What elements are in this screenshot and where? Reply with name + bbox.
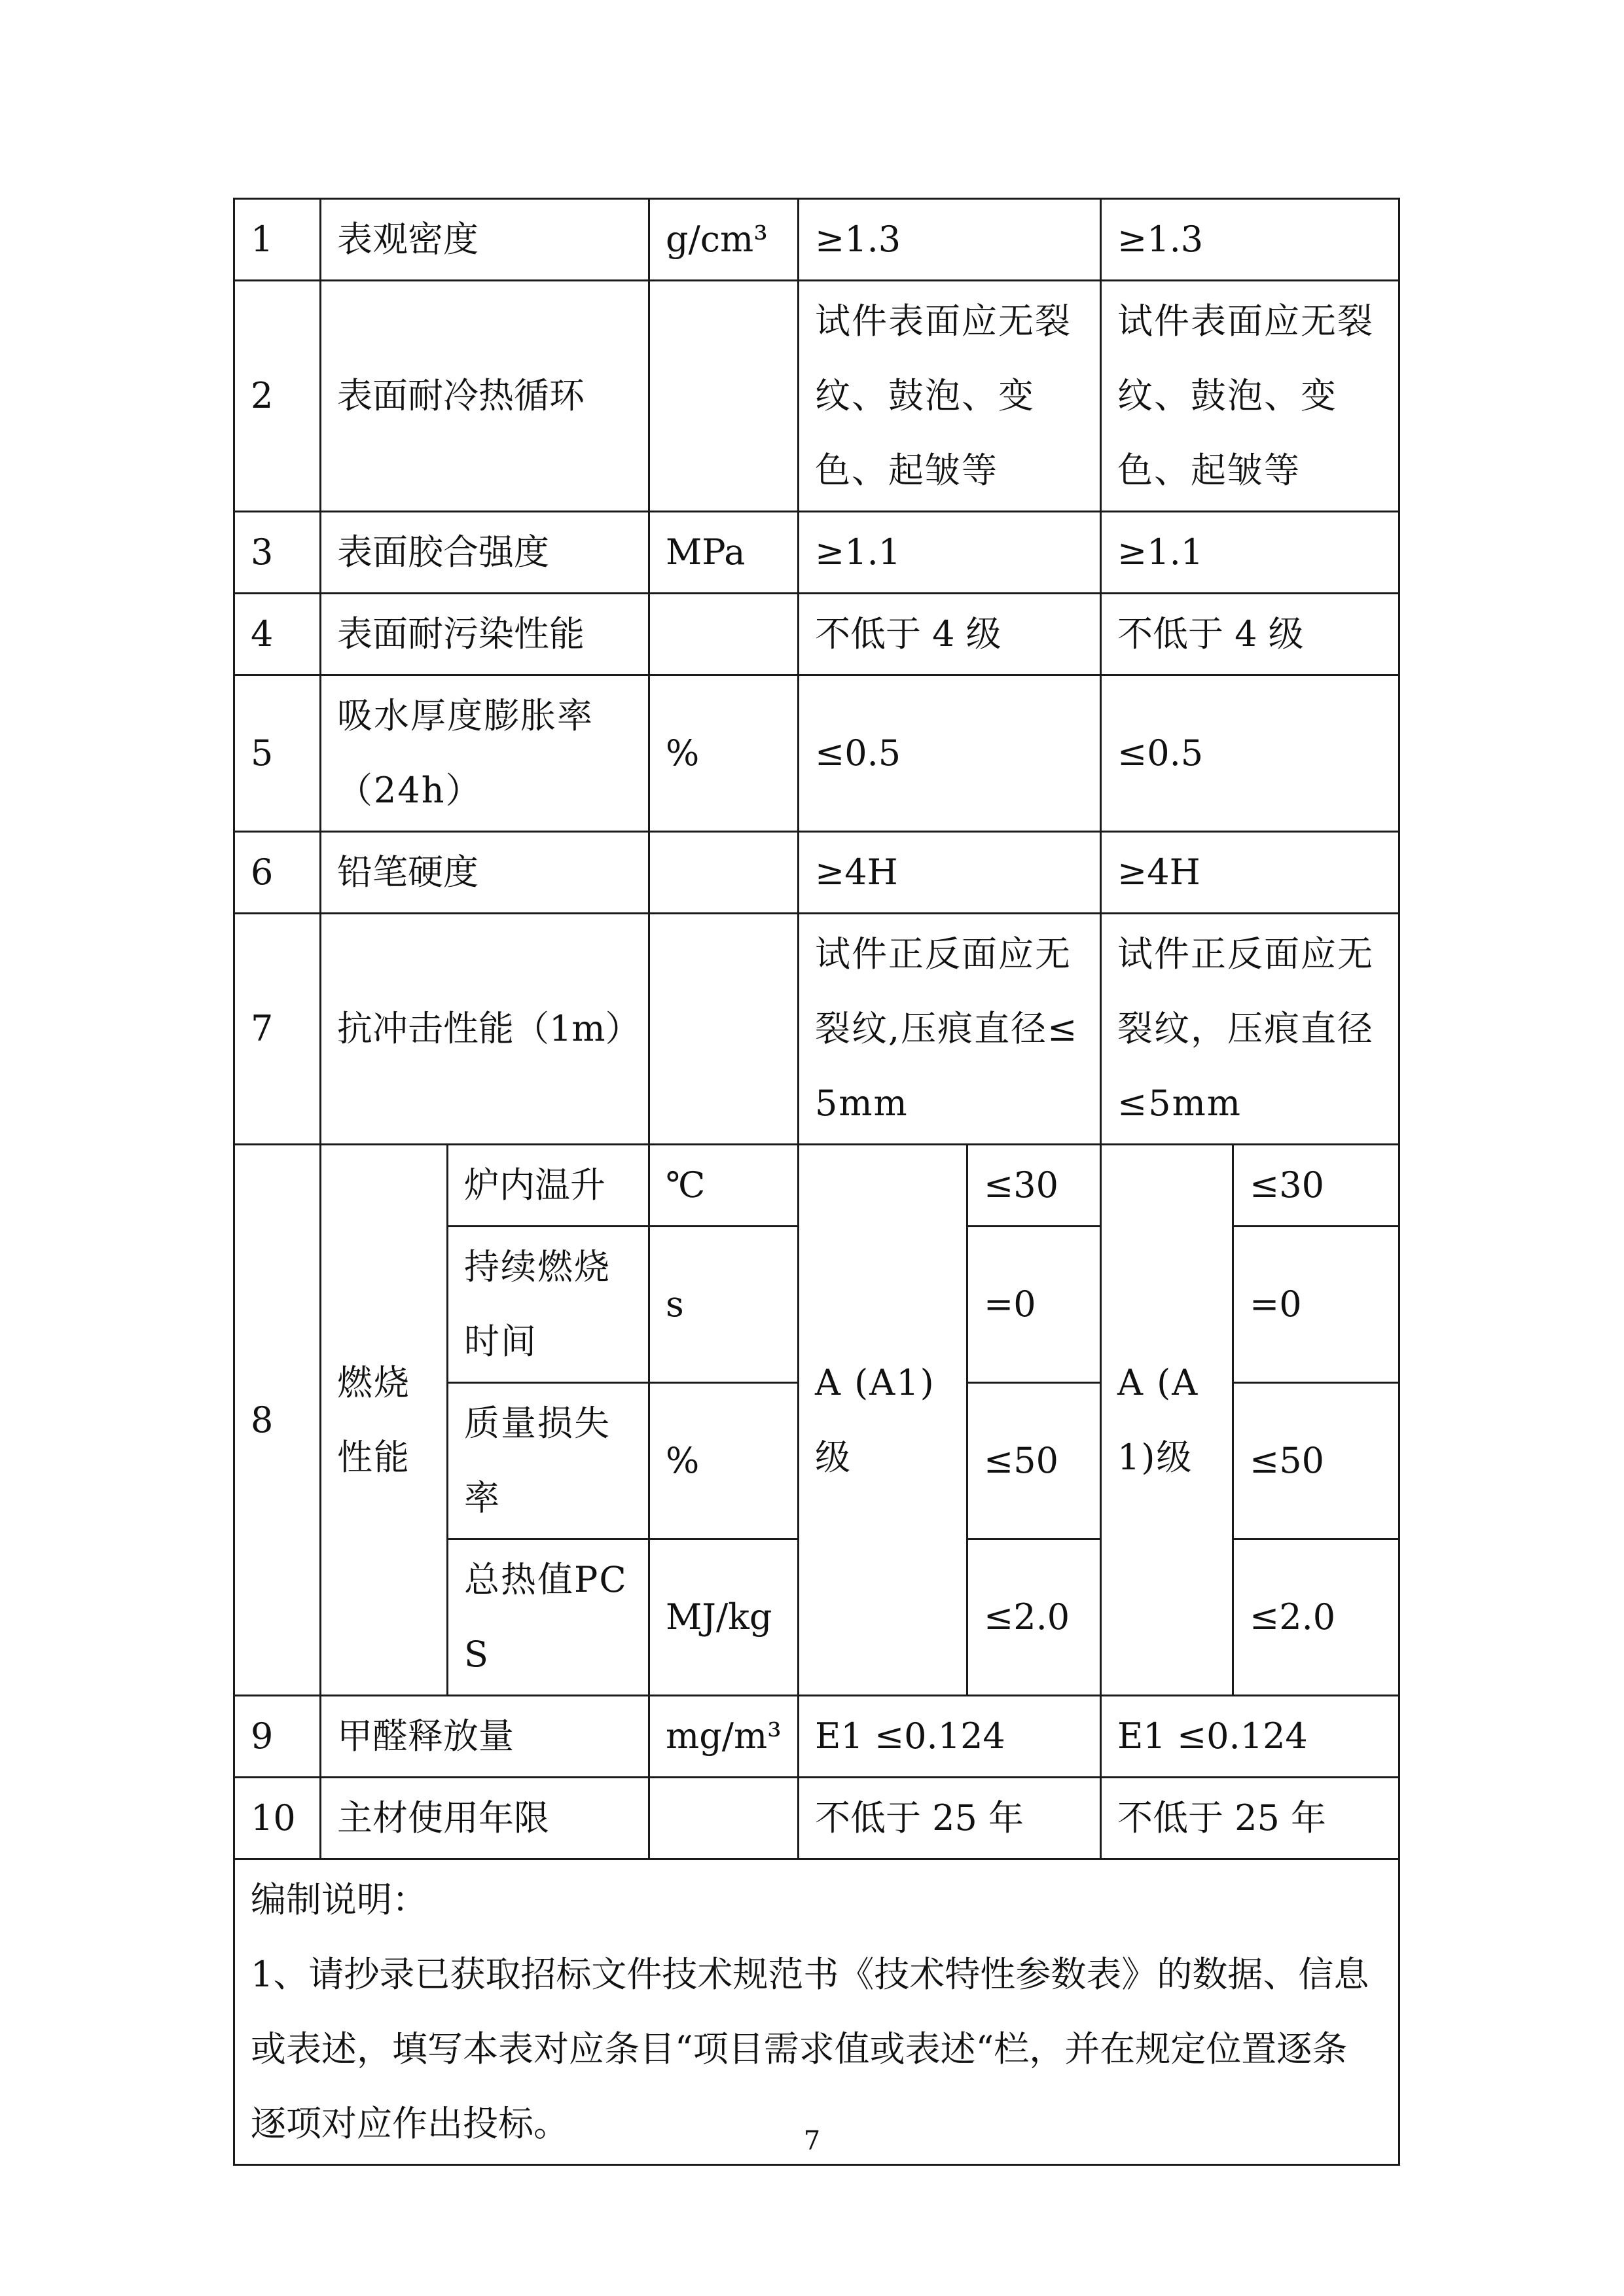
row-number: 5 bbox=[234, 675, 321, 832]
notes-cell bbox=[234, 1859, 1399, 2165]
table-row bbox=[234, 281, 1399, 512]
table-row bbox=[234, 1145, 1399, 1227]
technical-parameter-table bbox=[233, 198, 1400, 2166]
table-row bbox=[234, 1778, 1399, 1859]
subitem-name: 质量损失率 bbox=[448, 1383, 649, 1539]
response-value: ≤50 bbox=[1233, 1383, 1399, 1539]
response-value: ≤0.5 bbox=[1101, 675, 1399, 832]
unit-cell: % bbox=[649, 1383, 799, 1539]
required-grade: A (A1)级 bbox=[799, 1145, 967, 1696]
table-row bbox=[234, 675, 1399, 832]
row-number: 9 bbox=[234, 1696, 321, 1778]
unit-cell bbox=[649, 281, 799, 512]
response-grade: A (A1)级 bbox=[1101, 1145, 1233, 1696]
item-name: 吸水厚度膨胀率（24h） bbox=[321, 675, 649, 832]
item-name: 表面耐污染性能 bbox=[321, 594, 649, 675]
item-name: 表面胶合强度 bbox=[321, 512, 649, 594]
notes-row bbox=[234, 1859, 1399, 2165]
item-name: 铅笔硬度 bbox=[321, 832, 649, 914]
item-name: 抗冲击性能（1m） bbox=[321, 914, 649, 1145]
unit-cell: MPa bbox=[649, 512, 799, 594]
required-value: ≤2.0 bbox=[967, 1539, 1101, 1696]
unit-cell: mg/m³ bbox=[649, 1696, 799, 1778]
response-value: 试件正反面应无裂纹，压痕直径≤5mm bbox=[1101, 914, 1399, 1145]
table-row bbox=[234, 832, 1399, 914]
row-number: 1 bbox=[234, 199, 321, 281]
notes-title: 编制说明： bbox=[251, 1879, 427, 1920]
row-number: 3 bbox=[234, 512, 321, 594]
unit-cell: MJ/kg bbox=[649, 1539, 799, 1696]
unit-cell: % bbox=[649, 675, 799, 832]
subitem-name: 总热值PCS bbox=[448, 1539, 649, 1696]
unit-cell: s bbox=[649, 1227, 799, 1383]
required-value: 试件正反面应无裂纹,压痕直径≤5mm bbox=[799, 914, 1101, 1145]
subitem-name: 炉内温升 bbox=[448, 1145, 649, 1227]
required-value: ≥4H bbox=[799, 832, 1101, 914]
required-value: =0 bbox=[967, 1227, 1101, 1383]
required-value: 试件表面应无裂纹、鼓泡、变色、起皱等 bbox=[799, 281, 1101, 512]
table-row bbox=[234, 1696, 1399, 1778]
row-number: 2 bbox=[234, 281, 321, 512]
response-value: ≤2.0 bbox=[1233, 1539, 1399, 1696]
required-value: ≥1.1 bbox=[799, 512, 1101, 594]
unit-cell bbox=[649, 1778, 799, 1859]
item-name: 表观密度 bbox=[321, 199, 649, 281]
item-name: 燃烧性能 bbox=[321, 1145, 448, 1696]
row-number: 4 bbox=[234, 594, 321, 675]
response-value: E1 ≤0.124 bbox=[1101, 1696, 1399, 1778]
response-value: ≥1.1 bbox=[1101, 512, 1399, 594]
response-value: ≥1.3 bbox=[1101, 199, 1399, 281]
table-row bbox=[234, 199, 1399, 281]
row-number: 10 bbox=[234, 1778, 321, 1859]
response-value: =0 bbox=[1233, 1227, 1399, 1383]
response-value: 不低于 25 年 bbox=[1101, 1778, 1399, 1859]
unit-cell: ℃ bbox=[649, 1145, 799, 1227]
response-value: ≤30 bbox=[1233, 1145, 1399, 1227]
required-value: ≤30 bbox=[967, 1145, 1101, 1227]
required-value: E1 ≤0.124 bbox=[799, 1696, 1101, 1778]
unit-cell bbox=[649, 594, 799, 675]
required-value: ≤50 bbox=[967, 1383, 1101, 1539]
unit-cell: g/cm³ bbox=[649, 199, 799, 281]
row-number: 7 bbox=[234, 914, 321, 1145]
response-value: 不低于 4 级 bbox=[1101, 594, 1399, 675]
required-value: 不低于 4 级 bbox=[799, 594, 1101, 675]
required-value: ≥1.3 bbox=[799, 199, 1101, 281]
table-row bbox=[234, 594, 1399, 675]
required-value: 不低于 25 年 bbox=[799, 1778, 1101, 1859]
response-value: 试件表面应无裂纹、鼓泡、变色、起皱等 bbox=[1101, 281, 1399, 512]
subitem-name: 持续燃烧时间 bbox=[448, 1227, 649, 1383]
item-name: 表面耐冷热循环 bbox=[321, 281, 649, 512]
required-value: ≤0.5 bbox=[799, 675, 1101, 832]
page-number: 7 bbox=[803, 2126, 821, 2156]
unit-cell bbox=[649, 914, 799, 1145]
row-number: 8 bbox=[234, 1145, 321, 1696]
table-row bbox=[234, 914, 1399, 1145]
item-name: 甲醛释放量 bbox=[321, 1696, 649, 1778]
row-number: 6 bbox=[234, 832, 321, 914]
notes-body: 1、请抄录已获取招标文件技术规范书《技术特性参数表》的数据、信息或表述，填写本表对应条目“项目需求值或表述“栏，并在规定位置逐条逐项对应作出投标。 bbox=[251, 1954, 1369, 2144]
unit-cell bbox=[649, 832, 799, 914]
table-row bbox=[234, 512, 1399, 594]
response-value: ≥4H bbox=[1101, 832, 1399, 914]
item-name: 主材使用年限 bbox=[321, 1778, 649, 1859]
